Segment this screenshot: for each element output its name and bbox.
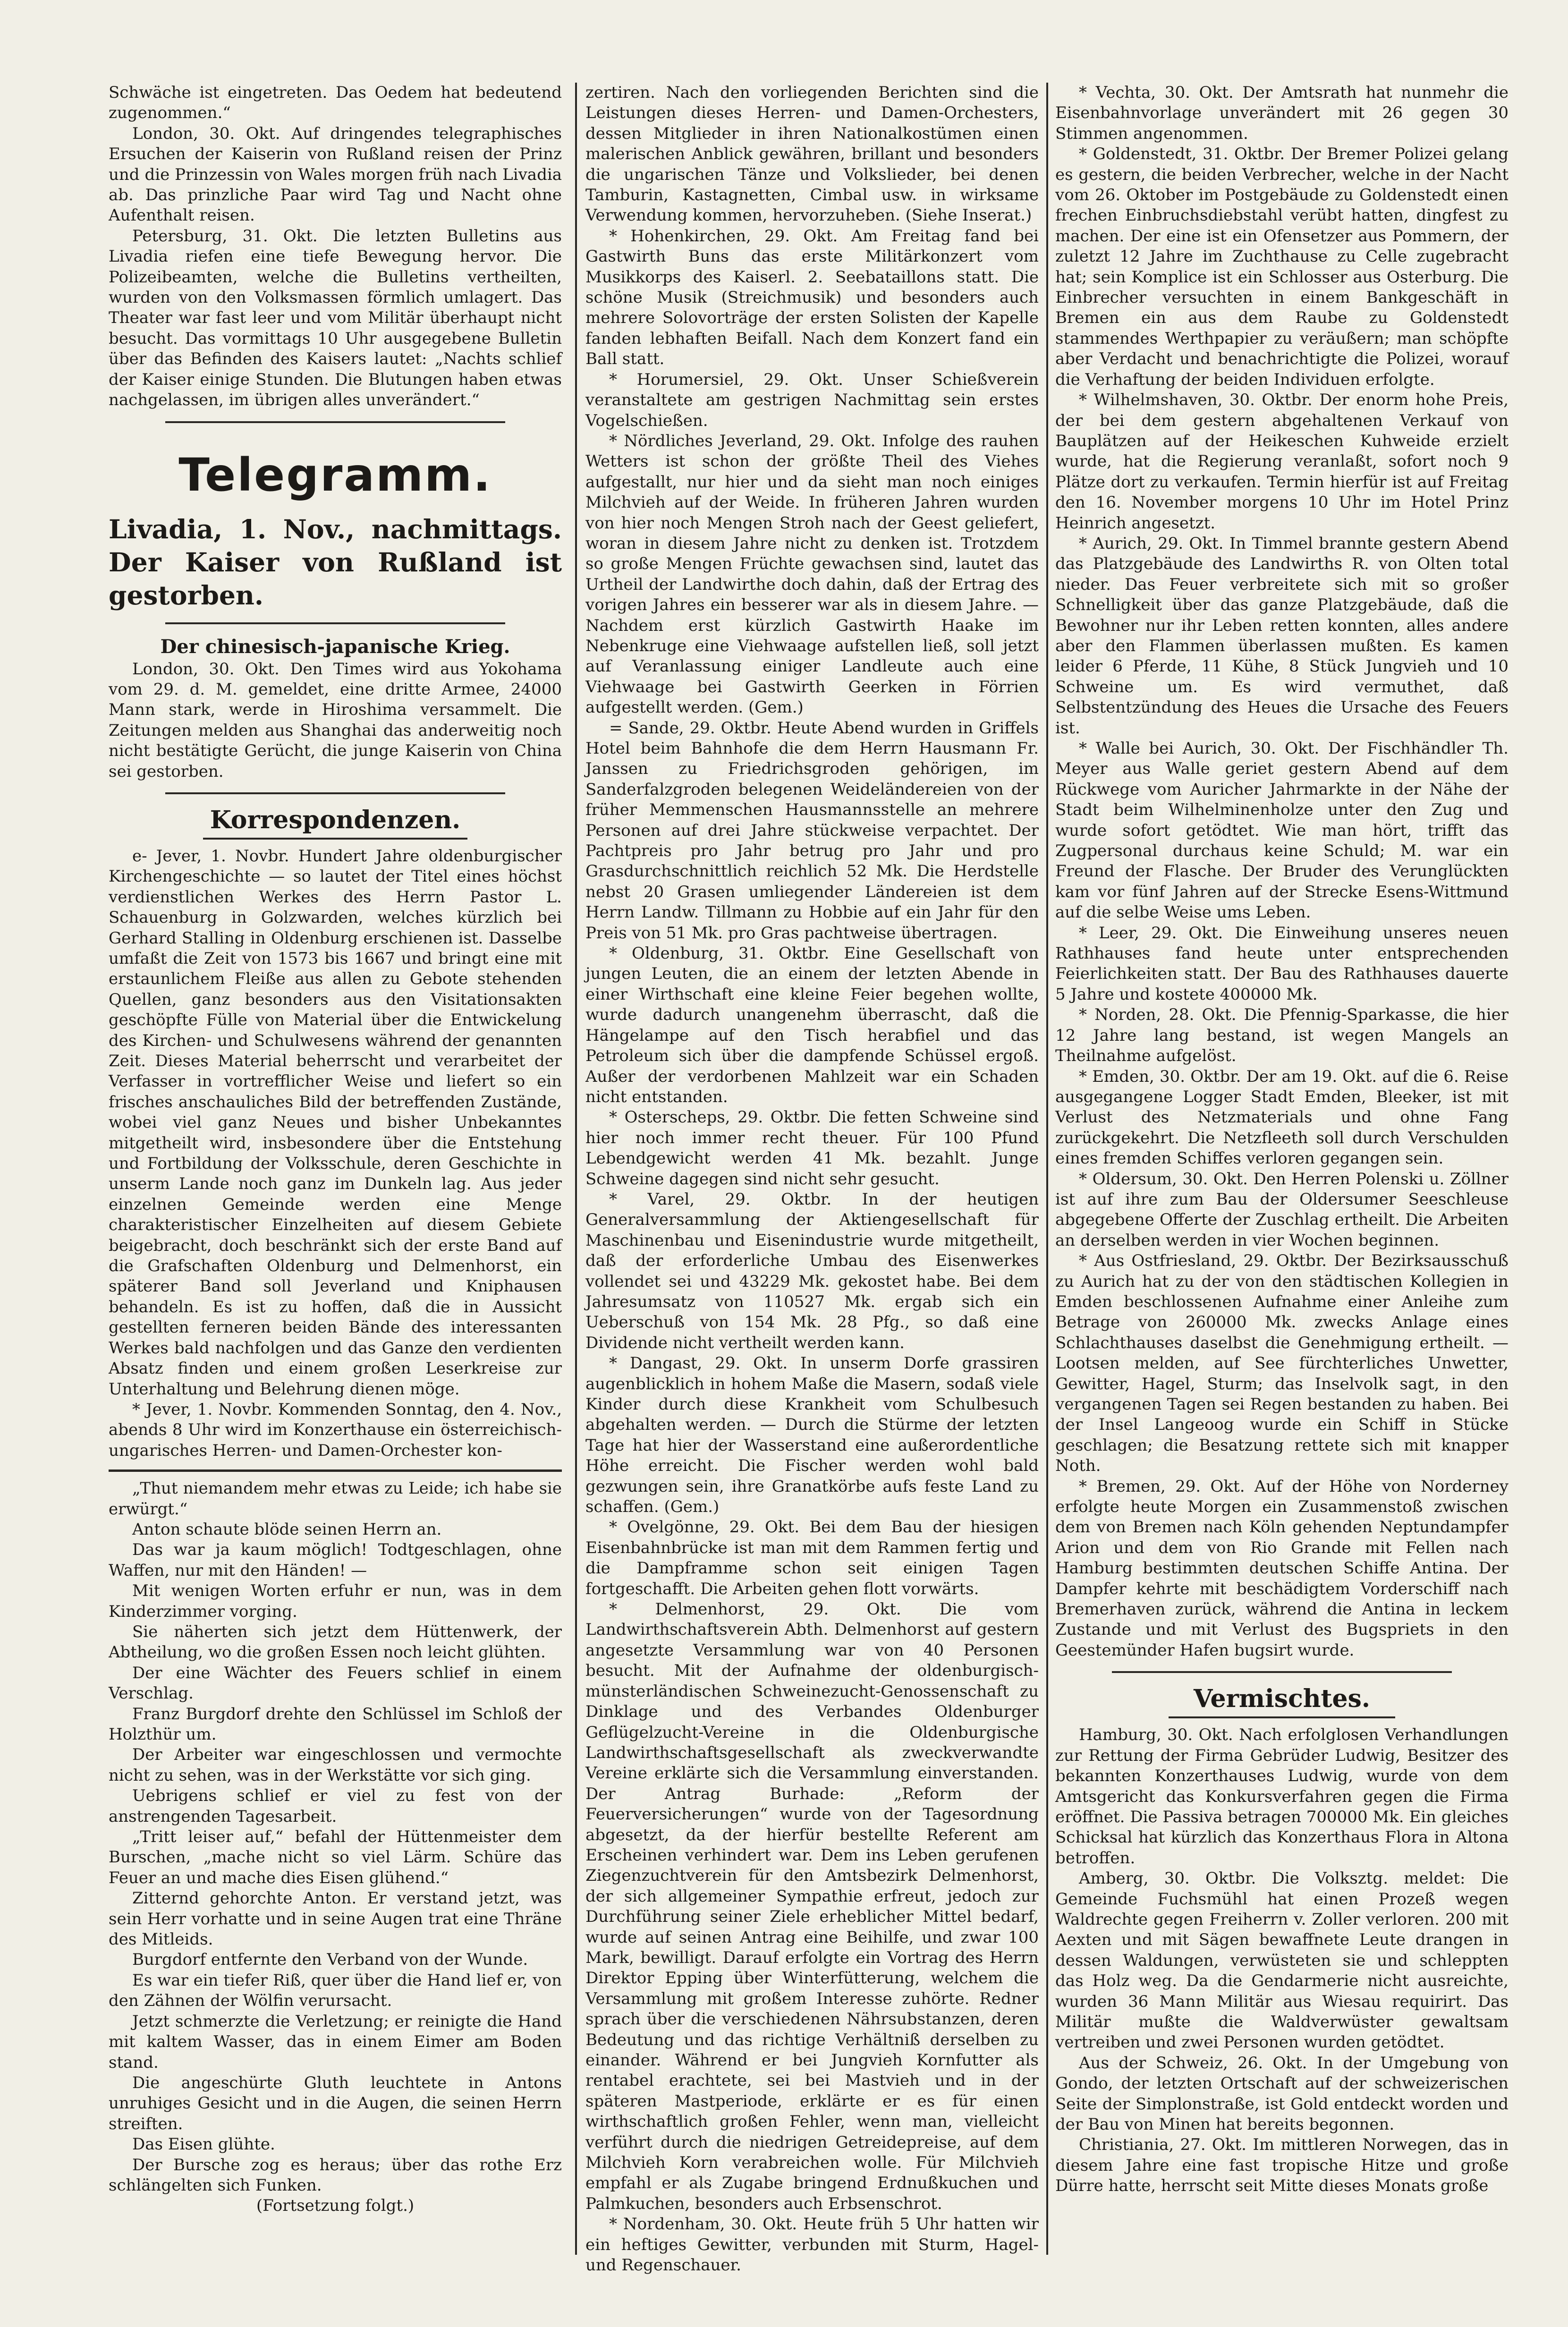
news-item: London, 30. Okt. Auf dringendes telegraphisches Ersuchen der Kaiserin von Rußland reisen der Prinz und die Prinzessin von Wales morgen früh nach Livadia ab. Das prinzliche Paar wird Tag und Nacht ohne Aufenthalt reisen. — [109, 124, 562, 225]
divider — [1169, 1716, 1395, 1718]
news-item: Zitternd gehorchte Anton. Er verstand jetzt, was sein Herr vorhatte und in seine Augen trat eine Thräne des Mitleids. — [109, 1889, 562, 1949]
news-item: * Jever, 1. Novbr. Kommenden Sonntag, den 4. Nov., abends 8 Uhr wird im Konzerthause ein österreichisch-ungarisches Herren- und Damen-Orchester kon- — [109, 1400, 562, 1460]
telegramm-heading: Telegramm. — [178, 448, 492, 501]
news-item: „Thut niemandem mehr etwas zu Leide; ich habe sie erwürgt.“ — [109, 1479, 562, 1519]
news-item: Aus der Schweiz, 26. Okt. In der Umgebung von Gondo, der letzten Ortschaft auf der schweizerischen Seite der Simplonstraße, ist Gold entdeckt worden und der Bau von Minen hat bereits begonnen. — [1055, 2053, 1509, 2134]
news-item: Hamburg, 30. Okt. Nach erfolglosen Verhandlungen zur Rettung der Firma Gebrüder Ludwig, Besitzer des bekannten Konzerthauses Ludwig, wurde von dem Amtsgericht das Konkursverfahren gegen die Firma eröffnet. Die Passiva betragen 700000 Mk. Ein gleiches Schicksal hat kürzlich das Konzerthaus Flora in Altona betroffen. — [1055, 1725, 1509, 1868]
feuilleton-divider — [109, 1469, 562, 1472]
news-item: Anton schaute blöde seinen Herrn an. — [132, 1520, 442, 1539]
news-item: „Tritt leiser auf,“ befahl der Hüttenmeister dem Burschen, „mache nicht so viel Lärm. Schüre das Feuer an und mache dies Eisen glühend.“ — [109, 1827, 562, 1887]
news-item: * Emden, 30. Oktbr. Der am 19. Okt. auf die 6. Reise ausgegangene Logger Stadt Emden, Bleeker, ist mit Verlust des Netzmaterials und ohne Fang zurückgekehrt. Die Netzfleeth soll durch Verschulden eines fremden Schiffes verloren gegangen sein. — [1055, 1067, 1509, 1168]
news-item: Es war ein tiefer Riß, quer über die Hand lief er, von den Zähnen der Wölfin verursacht. — [109, 1970, 562, 2011]
news-item: = Sande, 29. Oktbr. Heute Abend wurden in Griffels Hotel beim Bahnhofe die dem Herrn Hausmann Fr. Janssen zu Friedrichsgroden gehörigen, im Sanderfalzgroden belegenen Weideländereien von der früher Memmenschen Hausmannsstelle an mehrere Personen auf drei Jahre stückweise verpachtet. Der Pachtpreis pro Jahr betrug pro Jahr und pro Grasdurchschnittlich reichlich 52 Mk. Die Herdstelle nebst 20 Grasen umliegender Ländereien ist dem Herrn Landw. Tillmann zu Hobbie auf ein Jahr für den Preis von 51 Mk. pro Gras pachtweise übertragen. — [585, 718, 1039, 943]
news-item: * Horumersiel, 29. Okt. Unser Schießverein veranstaltete am gestrigen Nachmittag sein erstes Vogelschießen. — [585, 370, 1039, 430]
news-item: * Wilhelmshaven, 30. Oktbr. Der enorm hohe Preis, der bei dem gestern abgehaltenen Verkauf von Bauplätzen auf der Heikeschen Kuhweide erzielt wurde, hat die Regierung veranlaßt, sofort noch 9 Plätze dort zu verkaufen. Termin hierfür ist auf Freitag den 16. November morgens 10 Uhr im Hotel Prinz Heinrich angesetzt. — [1055, 391, 1509, 533]
news-item: * Dangast, 29. Okt. In unserm Dorfe grassiren augenblicklich in hohem Maße die Masern, sodaß viele Kinder durch diese Krankheit vom Schulbesuch abgehalten werden. — Durch die Stürme der letzten Tage hat hier der Wasserstand eine außerordentliche Höhe erreicht. Die Fischer werden wohl bald gezwungen sein, ihre Granatkörbe aufs feste Land zu schaffen. (Gem.) — [585, 1354, 1039, 1517]
news-item: Mit wenigen Worten erfuhr er nun, was in dem Kinderzimmer vorging. — [109, 1581, 562, 1621]
divider — [165, 792, 505, 794]
news-item: * Delmenhorst, 29. Okt. Die vom Landwirthschaftsverein Abth. Delmenhorst auf gestern angesetzte Versammlung war von 40 Personen besucht. Mit der Aufnahme der oldenburgisch-münsterländischen Schweinezucht-Genossenschaft zu Dinklage und des Verbandes Oldenburger Geflügelzucht-Vereine in die Oldenburgische Landwirthschaftsgesellschaft als zweckverwandte Vereine erklärte sich die Versammlung einverstanden. Der Antrag Burhade: „Reform der Feuerversicherungen“ wurde von der Tagesordnung abgesetzt, da der hierfür bestellte Referent am Erscheinen verhindert war. Dem ins Leben gerufenen Ziegenzuchtverein für den Amtsbezirk Delmenhorst, der sich allgemeiner Sympathie erfreut, jedoch zur Durchführung seiner Ziele erheblicher Mittel bedarf, wurde auf seinen Antrag eine Beihilfe, und zwar 100 Mark, bewilligt. Darauf erfolgte ein Vortrag des Herrn Direktor Epping über Winterfütterung, welchem die Versammlung mit großem Interesse zuhörte. Redner sprach über die verschiedenen Nährsubstanzen, deren Bedeutung und das richtige Verhältniß derselben zu einander. Während er bei Jungvieh Kornfutter als rentabel erachtete, sei bei Mastvieh und in der späteren Mastperiode, erklärte er es für einen wirthschaftlich großen Fehler, wenn man, vielleicht verführt durch die niedrigen Getreidepreise, auf dem Milchvieh Korn verabreichen wolle. Für Milchvieh empfahl er als Zugabe bringend Erdnußkuchen und Palmkuchen, besonders auch Erbsenschrot. — [585, 1600, 1039, 2213]
news-item: Die angeschürte Gluth leuchtete in Antons unruhiges Gesicht und in die Augen, die seinen Herrn streiften. — [109, 2073, 562, 2133]
column-rule — [575, 83, 577, 2255]
news-item: Christiania, 27. Okt. Im mittleren Norwegen, das in diesem Jahre eine fast tropische Hitze und große Dürre hatte, herrscht seit Mitte dieses Monats große — [1055, 2135, 1509, 2196]
news-item: Sie näherten sich jetzt dem Hüttenwerk, der Abtheilung, wo die großen Essen noch leicht glühten. — [109, 1622, 562, 1662]
news-item: Der Arbeiter war eingeschlossen und vermochte nicht zu sehen, was in der Werkstätte vor sich ging. — [109, 1745, 562, 1785]
divider — [203, 838, 467, 840]
news-item: * Aus Ostfriesland, 29. Oktbr. Der Bezirksausschuß zu Aurich hat zu der von den städtischen Kollegien in Emden beschlossenen Aufnahme einer Anleihe zum Betrage von 260000 Mk. zwecks Anlage eines Schlachthauses daselbst die Genehmigung ertheilt. — Lootsen melden, auf See fürchterliches Unwetter, Gewitter, Hagel, Sturm; das Inselvolk sagt, in den vergangenen Tagen sei Regen bestanden zu haben. Bei der Insel Langeoog wurde ein Schiff in Stücke geschlagen; die Besatzung rettete sich mit knapper Noth. — [1055, 1251, 1509, 1476]
vermischtes-heading: Vermischtes. — [1193, 1684, 1371, 1714]
divider — [165, 622, 505, 624]
news-item: * Oldersum, 30. Okt. Den Herren Polenski u. Zöllner ist auf ihre zum Bau der Oldersumer Seeschleuse abgegebene Offerte der Zuschlag ertheilt. Die Arbeiten an derselben werden in vier Wochen beginnen. — [1055, 1169, 1509, 1250]
news-item: Amberg, 30. Oktbr. Die Volksztg. meldet: Die Gemeinde Fuchsmühl hat einen Prozeß wegen Waldrechte gegen Freiherrn v. Zoller verloren. 200 mit Aexten und mit Sägen bewaffnete Leute drangen in dessen Waldungen, verwüsteten sie und schleppten das Holz weg. Da die Gendarmerie nicht ausreichte, wurden 36 Mann Militär aus Wiesau requirirt. Das Militär mußte die Waldverwüster gewaltsam vertreiben und zwei Personen wurden getödtet. — [1055, 1869, 1509, 2052]
news-item: Burgdorf entfernte den Verband von der Wunde. — [132, 1950, 528, 1970]
column-left — [109, 83, 562, 2255]
news-item: Der Bursche zog es heraus; über das rothe Erz schlängelten sich Funken. — [109, 2155, 562, 2195]
column-rule — [1046, 83, 1048, 2255]
news-list — [1055, 83, 1509, 1661]
korrespondenzen-heading: Korrespondenzen. — [210, 805, 461, 834]
column-middle — [585, 83, 1039, 2275]
news-item: * Nördliches Jeverland, 29. Okt. Infolge des rauhen Wetters ist schon der größte Theil des Viehes aufgestallt, nur hier und da sieht man noch einiges Milchvieh auf der Weide. In früheren Jahren wurden von hier noch Mengen Stroh nach der Geest geliefert, woran in diesem Jahre nicht zu denken ist. Trotzdem so große Mengen Früchte gewachsen sind, lautet das Urtheil der Landwirthe doch dahin, daß der Ertrag des vorigen Jahres ein besserer war als in diesem Jahre. — Nachdem erst kürzlich Gastwirth Haake im Nebenkruge eine Viehwaage aufstellen ließ, soll jetzt auf Veranlassung einiger Landleute auch eine Viehwaage bei Gastwirth Geerken in Förrien aufgestellt werden. (Gem.) — [585, 431, 1039, 717]
news-item: * Hohenkirchen, 29. Okt. Am Freitag fand bei Gastwirth Buns das erste Militärkonzert vom Musikkorps des Kaiserl. 2. Seebataillons statt. Die schöne Musik (Streichmusik) und besonders auch mehrere Solovorträge der ersten Solisten der Kapelle fanden lebhaften Beifall. Nach dem Konzert fand ein Ball statt. — [585, 226, 1039, 369]
news-item: Uebrigens schlief er viel zu fest von der anstrengenden Tagesarbeit. — [109, 1786, 562, 1826]
feuilleton-story — [109, 1478, 562, 2196]
news-item: Das Eisen glühte. — [132, 2135, 275, 2154]
news-item: Franz Burgdorf drehte den Schlüssel im Schloß der Holzthür um. — [109, 1704, 562, 1744]
news-item: * Aurich, 29. Okt. In Timmel brannte gestern Abend das Platzgebäude des Landwirths R. von Olten total nieder. Das Feuer verbreitete sich mit so großer Schnelligkeit über das ganze Platzgebäude, daß die Bewohner nur ihr Leben retten konnten, alles andere aber den Flammen überlassen mußten. Es kamen leider 6 Pferde, 11 Kühe, 8 Stück Jungvieh und 10 Schweine um. Es wird vermuthet, daß Selbstentzündung des Heues die Ursache des Feuers ist. — [1055, 534, 1509, 738]
news-item: * Goldenstedt, 31. Oktbr. Der Bremer Polizei gelang es gestern, die beiden Verbrecher, welche in der Nacht vom 26. Oktober im Postgebäude zu Goldenstedt einen frechen Einbruchsdiebstahl verübt hatten, dingfest zu machen. Der eine ist ein Ofensetzer aus Pommern, der zuletzt 12 Jahre im Zuchthause zu Celle zugebracht hat; sein Komplice ist ein Schlosser aus Osterburg. Die Einbrecher versuchten in einem Bankgeschäft in Bremen ein aus dem Raube zu Goldenstedt stammendes Werthpapier zu veräußern; man schöpfte aber Verdacht und benachrichtigte die Polizei, worauf die Verhaftung der beiden Individuen erfolgte. — [1055, 144, 1509, 389]
vermischtes-list — [1055, 1725, 1509, 2196]
news-item: zertiren. Nach den vorliegenden Berichten sind die Leistungen dieses Herren- und Damen-Orchesters, dessen Mitglieder in ihren Nationalkostümen einen malerischen Anblick gewähren, brillant und besonders die ungarischen Tänze und Volkslieder, bei denen Tamburin, Kastagnetten, Cimbal usw. in wirksame Verwendung kommen, hervorzuheben. (Siehe Inserat.) — [585, 83, 1039, 225]
news-item: London, 30. Okt. Den Times wird aus Yokohama vom 29. d. M. gemeldet, eine dritte Armee, 24000 Mann stark, werde in Hiroshima versammelt. Die Zeitungen melden aus Shanghai das anderweitig noch nicht bestätigte Gerücht, die junge Kaiserin von China sei gestorben. — [109, 659, 562, 781]
divider — [1112, 1671, 1452, 1673]
news-item: Der eine Wächter des Feuers schlief in einem Verschlag. — [109, 1663, 562, 1703]
news-item: Das war ja kaum möglich! Todtgeschlagen, ohne Waffen, nur mit den Händen! — — [109, 1540, 562, 1580]
news-item: * Walle bei Aurich, 30. Okt. Der Fischhändler Th. Meyer aus Walle geriet gestern Abend auf dem Rückwege vom Auricher Jahrmarkte in der Nähe der Stadt beim Wilhelminenholze unter den Zug und wurde sofort getödtet. Wie man hört, trifft das Zugpersonal durchaus keine Schuld; M. war ein Freund der Flasche. Der Bruder des Verunglückten kam vor fünf Jahren auf der Strecke Esens-Wittmund auf die selbe Weise ums Leben. — [1055, 739, 1509, 922]
news-item: Schwäche ist eingetreten. Das Oedem hat bedeutend zugenommen.“ — [109, 83, 562, 123]
news-item: * Ovelgönne, 29. Okt. Bei dem Bau der hiesigen Eisenbahnbrücke ist man mit dem Rammen fertig und die Dampframme schon seit einigen Tagen fortgeschafft. Die Arbeiten gehen flott vorwärts. — [585, 1518, 1039, 1598]
news-item: * Vechta, 30. Okt. Der Amtsrath hat nunmehr die Eisenbahnvorlage unverändert mit 26 gegen 30 Stimmen angenommen. — [1055, 83, 1509, 143]
news-item: Petersburg, 31. Okt. Die letzten Bulletins aus Livadia riefen eine tiefe Bewegung hervor. Die Polizeibeamten, welche die Bulletins vertheilten, wurden von den Volksmassen förmlich umlagert. Das Theater war fast leer und vom Militär überhaupt nicht besucht. Das vormittags 10 Uhr ausgegebene Bulletin über das Befinden des Kaisers lautet: „Nachts schlief der Kaiser einige Stunden. Die Blutungen haben etwas nachgelassen, im übrigen alles unverändert.“ — [109, 226, 562, 410]
krieg-heading: Der chinesisch-japanische Krieg. — [160, 635, 510, 658]
news-item: e- Jever, 1. Novbr. Hundert Jahre oldenburgischer Kirchengeschichte — so lautet der Titel eines höchst verdienstlichen Werkes des Herrn Pastor L. Schauenburg in Golzwarden, welches kürzlich bei Gerhard Stalling in Oldenburg erschienen ist. Dasselbe umfaßt die Zeit von 1573 bis 1667 und bringt eine mit erstaunlichem Fleiße aus allen zu Gebote stehenden Quellen, ganz besonders aus den Visitationsakten geschöpfte Fülle von Material über die Entwickelung des Kirchen- und Schulwesens während der genannten Zeit. Dieses Material beherrscht und verarbeitet der Verfasser in vortrefflicher Weise und liefert so ein frisches anschauliches Bild der betreffenden Zustände, wobei viel ganz Neues und bisher Unbekanntes mitgetheilt wird, insbesondere über die Entstehung und Fortbildung der Volksschule, deren Geschichte in unserm Lande noch ganz im Dunkeln lag. Aus jeder einzelnen Gemeinde werden eine Menge charakteristischer Einzelheiten auf diesem Gebiete beigebracht, doch beschränkt sich der erste Band auf die Grafschaften Oldenburg und Delmenhorst, ein späterer Band soll Jeverland und Kniphausen behandeln. Es ist zu hoffen, daß die in Aussicht gestellten ferneren beiden Bände des interessanten Werkes bald nachfolgen und das Ganze den verdienten Absatz finden und einem großen Leserkreise zur Unterhaltung und Belehrung dienen möge. — [109, 846, 562, 1399]
news-item: * Nordenham, 30. Okt. Heute früh 5 Uhr hatten wir ein heftiges Gewitter, verbunden mit Sturm, Hagel- und Regenschauer. — [585, 2215, 1039, 2275]
news-item: * Varel, 29. Oktbr. In der heutigen Generalversammlung der Aktiengesellschaft für Maschinenbau und Eisenindustrie wurde mitgetheilt, daß der erforderliche Umbau des Eisenwerkes vollendet sei und 43229 Mk. gekostet habe. Bei dem Jahresumsatz von 110527 Mk. ergab sich ein Ueberschuß von 154 Mk. 28 Pfg., so daß eine Dividende nicht vertheilt werden kann. — [585, 1189, 1039, 1352]
column-right — [1055, 83, 1509, 2255]
news-item: * Norden, 28. Okt. Die Pfennig-Sparkasse, die hier 12 Jahre lang bestand, ist wegen Mangels an Theilnahme aufgelöst. — [1055, 1005, 1509, 1066]
news-item: Jetzt schmerzte die Verletzung; er reinigte die Hand mit kaltem Wasser, das in einem Eimer am Boden stand. — [109, 2012, 562, 2072]
newspaper-page — [109, 83, 1509, 2275]
news-item: * Leer, 29. Okt. Die Einweihung unseres neuen Rathhauses fand heute unter entsprechenden Feierlichkeiten statt. Der Bau des Rathhauses dauerte 5 Jahre und kostete 400000 Mk. — [1055, 923, 1509, 1004]
divider — [165, 421, 505, 423]
news-item: * Bremen, 29. Okt. Auf der Höhe von Norderney erfolgte heute Morgen ein Zusammenstoß zwischen dem von Bremen nach Köln gehenden Neptundampfer Arion und dem von Rio Grande mit Fellen nach Hamburg bestimmten deutschen Schiffe Antina. Der Dampfer kehrte mit beschädigtem Vorderschiff nach Bremerhaven zurück, während die Antina in leckem Zustande und mit Verlust des Bugspriets in den Geestemünder Hafen bugsirt wurde. — [1055, 1477, 1509, 1660]
fortsetzung-note: (Fortsetzung folgt.) — [256, 2196, 415, 2216]
news-item: * Osterscheps, 29. Oktbr. Die fetten Schweine sind hier noch immer recht theuer. Für 100 Pfund Lebendgewicht werden 41 Mk. bezahlt. Junge Schweine dagegen sind nicht sehr gesucht. — [585, 1108, 1039, 1189]
news-item: * Oldenburg, 31. Oktbr. Eine Gesellschaft von jungen Leuten, die an einem der letzten Abende in einer Wirthschaft eine kleine Feier begehen wollte, wurde dadurch unangenehm überrascht, daß die Hängelampe auf den Tisch herabfiel und das Petroleum sich über die dampfende Schüssel ergoß. Außer der verdorbenen Mahlzeit war ein Schaden nicht entstanden. — [585, 944, 1039, 1106]
telegramm-text: Livadia, 1. Nov., nachmittags. Der Kaiser von Rußland ist gestorben. — [109, 513, 562, 611]
